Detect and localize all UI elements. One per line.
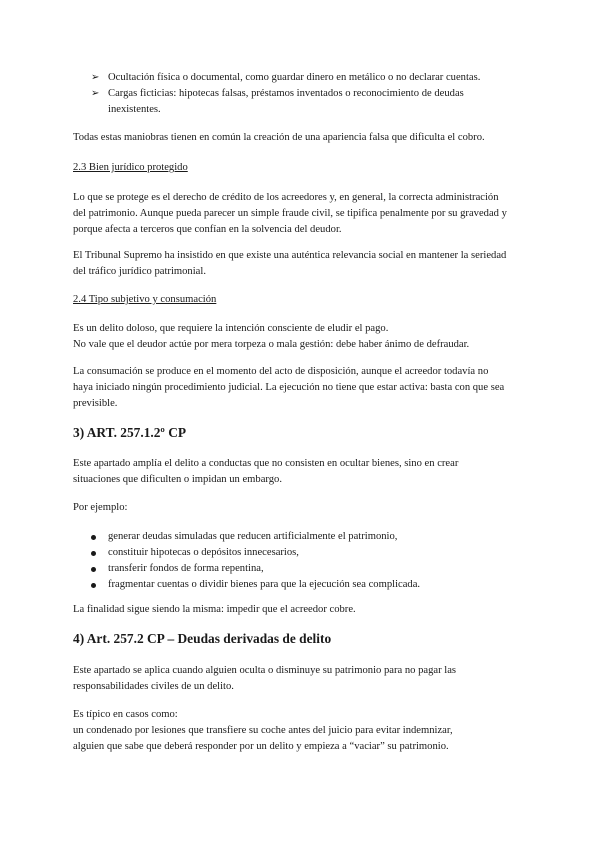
list-item-text: inexistentes. [108, 104, 161, 115]
arrow-bullet-icon: ➢ [91, 72, 100, 83]
paragraph-line: del tráfico jurídico patrimonial. [73, 266, 206, 277]
paragraph-line: El Tribunal Supremo ha insistido en que existe una auténtica relevancia social en mantener la seriedad [73, 250, 507, 261]
paragraph-line: un condenado por lesiones que transfiere su coche antes del juicio para evitar indemnizar, [73, 725, 453, 736]
paragraph-art4-intro [73, 663, 533, 695]
heading-art-257-2 [73, 630, 533, 648]
list-item-text: Cargas ficticias: hipotecas falsas, préstamos inventados o reconocimiento de deudas [108, 88, 464, 99]
paragraph-line: Todas estas maniobras tienen en común la creación de una apariencia falsa que dificulta el cobro. [73, 132, 485, 143]
paragraph-line: del patrimonio. Aunque pueda parecer un simple fraude civil, se tipifica penalmente por su gravedad y [73, 208, 507, 219]
paragraph-art4-ejemplos [73, 707, 533, 755]
paragraph-line: alguien que sabe que deberá responder por un delito y empieza a “vaciar” su patrimonio. [73, 741, 449, 752]
list-item [91, 577, 531, 593]
paragraph-line: haya iniciado ningún procedimiento judicial. La ejecución no tiene que estar activa: basta con que sea [73, 382, 505, 393]
paragraph-por-ejemplo [73, 500, 533, 516]
heading-text: 3) ART. 257.1.2º CP [73, 425, 187, 440]
list-item [91, 545, 531, 561]
bullet-dot-icon [91, 567, 96, 572]
paragraph-finalidad [73, 602, 533, 618]
arrow-bullet-list [91, 70, 531, 118]
paragraph-line: Lo que se protege es el derecho de crédito de los acreedores y, en general, la correcta administración [73, 192, 499, 203]
paragraph-line: No vale que el deudor actúe por mera torpeza o mala gestión: debe haber ánimo de defraudar. [73, 339, 470, 350]
bullet-dot-icon [91, 535, 96, 540]
paragraph-line: situaciones que dificulten o impidan un embargo. [73, 474, 282, 485]
paragraph-line: responsabilidades civiles de un delito. [73, 681, 234, 692]
list-item-text: generar deudas simuladas que reducen artificialmente el patrimonio, [108, 531, 398, 542]
list-item [91, 529, 531, 545]
heading-art-257-1-2 [73, 424, 533, 442]
arrow-bullet-icon: ➢ [91, 88, 100, 99]
heading-text: 4) Art. 257.2 CP – Deudas derivadas de delito [73, 631, 332, 646]
paragraph-art3-intro [73, 456, 533, 488]
bullet-dot-icon [91, 583, 96, 588]
paragraph-line: porque afecta a terceros que confían en la solvencia del deudor. [73, 224, 342, 235]
paragraph-line: Este apartado amplía el delito a conductas que no consisten en ocultar bienes, sino en crear [73, 458, 459, 469]
paragraph-line: Es típico en casos como: [73, 709, 178, 720]
list-item [91, 86, 531, 118]
list-item [91, 561, 531, 577]
list-item-text: Ocultación física o documental, como guardar dinero en metálico o no declarar cuentas. [108, 72, 481, 83]
list-item [91, 70, 531, 86]
paragraph-bien-juridico-2 [73, 248, 533, 280]
bullet-dot-icon [91, 551, 96, 556]
paragraph-line: Es un delito doloso, que requiere la intención consciente de eludir el pago. [73, 323, 389, 334]
section-heading-text: 2.3 Bien jurídico protegido [73, 162, 188, 173]
paragraph-line: La finalidad sigue siendo la misma: impedir que el acreedor cobre. [73, 604, 356, 615]
list-item-text: fragmentar cuentas o dividir bienes para que la ejecución sea complicada. [108, 579, 421, 590]
paragraph-tipo-subjetivo [73, 321, 533, 353]
list-item-text: transferir fondos de forma repentina, [108, 563, 264, 574]
paragraph-maniobras [73, 130, 533, 146]
section-heading-text: 2.4 Tipo subjetivo y consumación [73, 294, 217, 305]
list-item-text: constituir hipotecas o depósitos innecesarios, [108, 547, 299, 558]
section-heading-2-4 [73, 292, 533, 308]
section-heading-2-3 [73, 160, 533, 176]
paragraph-line: Este apartado se aplica cuando alguien oculta o disminuye su patrimonio para no pagar las [73, 665, 457, 676]
paragraph-consumacion [73, 364, 533, 412]
paragraph-line: Por ejemplo: [73, 502, 128, 513]
paragraph-line: La consumación se produce en el momento del acto de disposición, aunque el acreedor todavía no [73, 366, 489, 377]
dot-bullet-list [91, 529, 531, 593]
paragraph-line: previsible. [73, 398, 118, 409]
paragraph-bien-juridico-1 [73, 190, 533, 238]
